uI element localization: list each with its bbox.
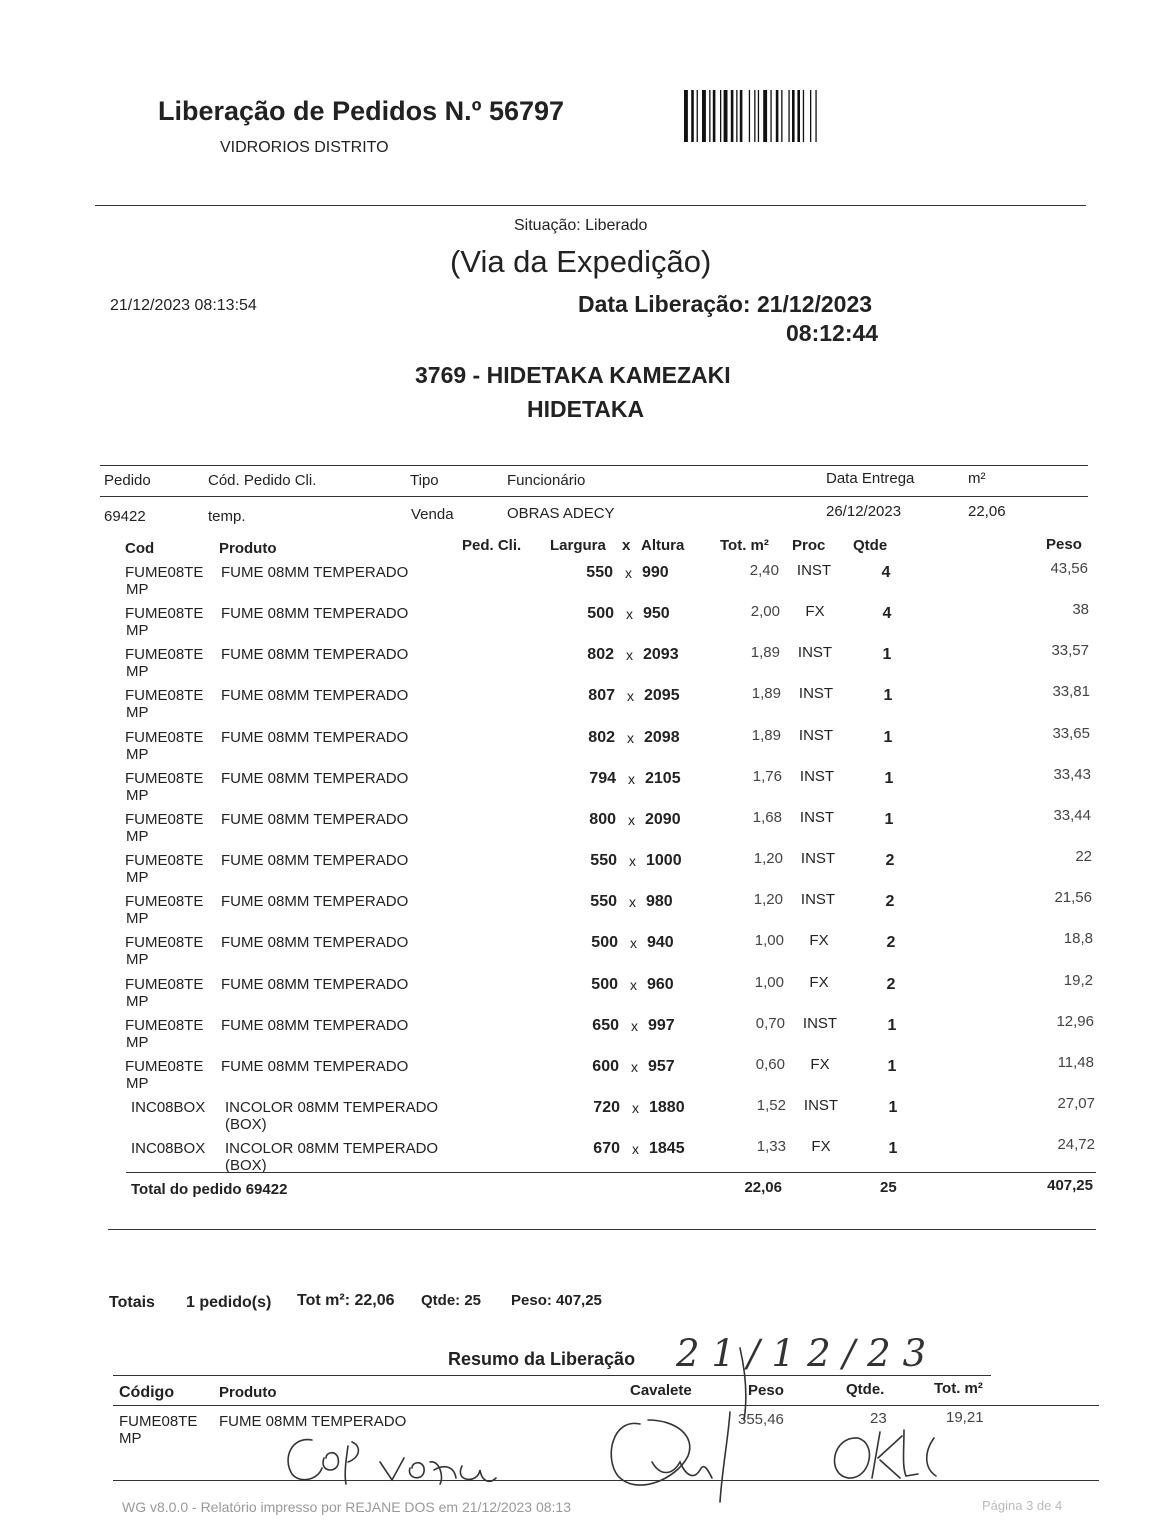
- items-col-altura: Altura: [641, 537, 685, 554]
- order-total-qtde: 25: [880, 1179, 897, 1196]
- item-peso: 33,81: [1052, 683, 1090, 700]
- item-proc: INST: [796, 562, 832, 579]
- release-time: 08:12:44: [786, 320, 879, 346]
- item-cod-line1: FUME08TE: [125, 687, 204, 704]
- item-tot-m2: 1,76: [752, 768, 782, 785]
- item-x-sign: x: [630, 935, 637, 951]
- item-x-sign: x: [632, 1100, 639, 1116]
- summary-col-tot-m2: Tot. m²: [934, 1380, 983, 1397]
- item-proc: INST: [798, 727, 834, 744]
- item-cod-line2: MP: [126, 581, 149, 598]
- item-qtde: 2: [886, 976, 896, 993]
- order-m2: 22,06: [968, 503, 1006, 520]
- item-prod-line1: FUME 08MM TEMPERADO: [221, 729, 409, 746]
- document-title: Liberação de Pedidos N.º 56797: [158, 96, 565, 126]
- item-x-sign: x: [626, 647, 633, 663]
- item-cod-line1: FUME08TE: [125, 811, 204, 828]
- item-x-sign: x: [625, 565, 632, 581]
- item-cod-line1: FUME08TE: [125, 564, 204, 581]
- item-width: 670: [593, 1140, 620, 1157]
- col-data-entrega: Data Entrega: [826, 470, 915, 487]
- item-peso: 11,48: [1057, 1054, 1094, 1071]
- item-peso: 33,44: [1053, 807, 1091, 824]
- item-width: 500: [591, 976, 618, 993]
- item-cod-line1: FUME08TE: [125, 729, 204, 746]
- item-qtde: 2: [886, 934, 896, 951]
- summary-qtde: 23: [870, 1410, 887, 1427]
- item-tot-m2: 0,70: [755, 1015, 785, 1032]
- summary-col-peso: Peso: [748, 1382, 784, 1399]
- item-prod-line1: FUME 08MM TEMPERADO: [221, 893, 409, 910]
- item-qtde: 2: [885, 893, 895, 910]
- item-qtde: 1: [883, 687, 893, 704]
- items-col-produto: Produto: [219, 540, 277, 557]
- item-width: 550: [590, 852, 617, 869]
- item-peso: 27,07: [1057, 1095, 1095, 1112]
- item-peso: 33,57: [1051, 642, 1089, 659]
- item-peso: 21,56: [1054, 889, 1092, 906]
- col-tipo: Tipo: [410, 472, 439, 489]
- summary-col-qtde: Qtde.: [846, 1381, 885, 1398]
- order-pedido: 69422: [104, 508, 146, 525]
- item-proc: INST: [803, 1097, 839, 1114]
- item-cod-line1: INC08BOX: [131, 1140, 206, 1157]
- item-qtde: 1: [887, 1058, 897, 1075]
- item-proc: FX: [811, 1138, 831, 1155]
- page-number: Página 3 de 4: [982, 1498, 1063, 1513]
- item-peso: 33,65: [1052, 725, 1090, 742]
- item-prod-line1: FUME 08MM TEMPERADO: [221, 564, 409, 581]
- item-peso: 43,56: [1050, 560, 1088, 577]
- item-proc: INST: [799, 809, 835, 826]
- item-height: 957: [648, 1058, 675, 1075]
- handwritten-date: 21/12/23: [676, 1332, 939, 1375]
- item-prod-line1: FUME 08MM TEMPERADO: [221, 811, 409, 828]
- summary-col-codigo: Código: [119, 1384, 175, 1401]
- item-prod-line1: FUME 08MM TEMPERADO: [221, 1058, 409, 1075]
- item-x-sign: x: [626, 606, 633, 622]
- items-col-qtde: Qtde: [853, 537, 888, 554]
- item-height: 990: [642, 564, 669, 581]
- item-tot-m2: 1,20: [753, 850, 783, 867]
- item-cod-line1: FUME08TE: [125, 934, 204, 951]
- item-tot-m2: 1,52: [756, 1097, 786, 1114]
- item-tot-m2: 1,89: [751, 685, 781, 702]
- item-proc: INST: [798, 685, 834, 702]
- item-x-sign: x: [628, 771, 635, 787]
- item-prod-line1: FUME 08MM TEMPERADO: [221, 1017, 409, 1034]
- item-cod-line2: MP: [126, 951, 149, 968]
- item-tot-m2: 0,60: [755, 1056, 785, 1073]
- item-cod-line2: MP: [126, 746, 149, 763]
- item-height: 2093: [643, 646, 679, 663]
- totals-m2: Tot m²: 22,06: [297, 1292, 395, 1309]
- order-total-peso: 407,25: [1047, 1177, 1093, 1194]
- company-name: VIDRORIOS DISTRITO: [220, 139, 389, 156]
- item-proc: INST: [797, 644, 833, 661]
- item-prod-line1: FUME 08MM TEMPERADO: [221, 976, 409, 993]
- order-data-entrega: 26/12/2023: [826, 503, 902, 520]
- item-cod-line1: INC08BOX: [131, 1099, 206, 1116]
- item-proc: FX: [810, 1056, 830, 1073]
- item-prod-line1: INCOLOR 08MM TEMPERADO: [225, 1140, 439, 1157]
- totals-qtde: Qtde: 25: [421, 1292, 482, 1309]
- footer-printed-by: WG v8.0.0 - Relatório impresso por REJANE DOS em 21/12/2023 08:13: [122, 1499, 571, 1515]
- item-cod-line2: MP: [126, 1075, 149, 1092]
- order-tipo: Venda: [411, 506, 454, 523]
- item-cod-line2: MP: [126, 704, 149, 721]
- printed-timestamp: 21/12/2023 08:13:54: [110, 297, 257, 314]
- item-x-sign: x: [630, 977, 637, 993]
- item-tot-m2: 1,89: [750, 644, 780, 661]
- items-col-peso: Peso: [1046, 536, 1082, 553]
- item-qtde: 2: [885, 852, 895, 869]
- item-width: 794: [589, 770, 616, 787]
- item-prod-line1: FUME 08MM TEMPERADO: [221, 687, 409, 704]
- item-tot-m2: 1,00: [754, 974, 784, 991]
- item-height: 2105: [645, 770, 681, 787]
- item-width: 800: [589, 811, 616, 828]
- item-proc: FX: [805, 603, 825, 620]
- item-qtde: 4: [882, 605, 892, 622]
- item-cod-line2: MP: [126, 663, 149, 680]
- items-col-ped-cli: Ped. Cli.: [462, 537, 522, 554]
- item-height: 1880: [649, 1099, 685, 1116]
- item-prod-line1: FUME 08MM TEMPERADO: [221, 770, 409, 787]
- item-proc: INST: [800, 850, 836, 867]
- item-peso: 18,8: [1063, 930, 1093, 947]
- item-prod-line1: FUME 08MM TEMPERADO: [221, 934, 409, 951]
- item-cod-line2: MP: [126, 828, 149, 845]
- item-height: 2090: [645, 811, 681, 828]
- col-m2: m²: [968, 470, 986, 487]
- item-peso: 12,96: [1056, 1013, 1094, 1030]
- item-tot-m2: 2,40: [749, 562, 779, 579]
- order-total-label: Total do pedido 69422: [131, 1181, 288, 1198]
- item-cod-line2: MP: [126, 869, 149, 886]
- item-height: 997: [648, 1017, 675, 1034]
- item-cod-line2: MP: [126, 1034, 149, 1051]
- item-cod-line1: FUME08TE: [125, 852, 204, 869]
- item-width: 802: [587, 646, 614, 663]
- item-proc: INST: [802, 1015, 838, 1032]
- item-cod-line2: MP: [126, 622, 149, 639]
- item-peso: 19,2: [1063, 972, 1093, 989]
- item-cod-line2: MP: [126, 787, 149, 804]
- item-qtde: 4: [881, 564, 891, 581]
- situation-label: Situação: Liberado: [514, 217, 648, 234]
- item-x-sign: x: [627, 730, 634, 746]
- client-short-name: HIDETAKA: [527, 396, 645, 422]
- item-height: 1000: [646, 852, 682, 869]
- item-prod-line1: FUME 08MM TEMPERADO: [221, 605, 409, 622]
- items-col-cod: Cod: [125, 540, 155, 557]
- item-qtde: 1: [883, 729, 893, 746]
- item-tot-m2: 1,00: [754, 932, 784, 949]
- item-qtde: 1: [882, 646, 892, 663]
- item-x-sign: x: [631, 1059, 638, 1075]
- order-cod-cli: temp.: [208, 508, 246, 525]
- item-cod-line2: MP: [126, 993, 149, 1010]
- item-x-sign: x: [632, 1141, 639, 1157]
- item-cod-line1: FUME08TE: [125, 893, 204, 910]
- item-prod-line1: INCOLOR 08MM TEMPERADO: [225, 1099, 439, 1116]
- col-cod-pedido-cli: Cód. Pedido Cli.: [208, 472, 317, 489]
- item-height: 960: [647, 976, 674, 993]
- items-col-x: x: [622, 537, 631, 554]
- items-col-proc: Proc: [792, 537, 826, 554]
- items-col-tot-m2: Tot. m²: [720, 537, 769, 554]
- item-prod-line1: FUME 08MM TEMPERADO: [221, 646, 409, 663]
- item-qtde: 1: [888, 1140, 898, 1157]
- item-proc: FX: [809, 974, 829, 991]
- item-x-sign: x: [629, 853, 636, 869]
- item-tot-m2: 1,68: [752, 809, 782, 826]
- totals-peso: Peso: 407,25: [511, 1292, 602, 1309]
- item-peso: 24,72: [1057, 1136, 1095, 1153]
- col-funcionario: Funcionário: [507, 472, 586, 489]
- totals-pedidos: 1 pedido(s): [186, 1294, 272, 1311]
- item-peso: 33,43: [1053, 766, 1091, 783]
- order-funcionario: OBRAS ADECY: [507, 505, 615, 522]
- item-width: 500: [591, 934, 618, 951]
- item-height: 980: [646, 893, 673, 910]
- summary-produto: FUME 08MM TEMPERADO: [219, 1413, 407, 1430]
- item-x-sign: x: [627, 688, 634, 704]
- item-peso: 22: [1075, 848, 1092, 865]
- item-width: 650: [592, 1017, 619, 1034]
- order-total-m2: 22,06: [744, 1179, 782, 1196]
- item-qtde: 1: [884, 770, 894, 787]
- item-prod-line2: (BOX): [225, 1116, 267, 1133]
- item-height: 2095: [644, 687, 680, 704]
- item-width: 802: [588, 729, 615, 746]
- item-x-sign: x: [631, 1018, 638, 1034]
- item-prod-line1: FUME 08MM TEMPERADO: [221, 852, 409, 869]
- item-width: 550: [590, 893, 617, 910]
- item-cod-line2: MP: [126, 910, 149, 927]
- item-cod-line1: FUME08TE: [125, 605, 204, 622]
- item-tot-m2: 1,33: [756, 1138, 786, 1155]
- item-width: 600: [592, 1058, 619, 1075]
- summary-peso: 355,46: [738, 1411, 784, 1428]
- item-cod-line1: FUME08TE: [125, 1017, 204, 1034]
- item-proc: INST: [799, 768, 835, 785]
- item-height: 950: [643, 605, 670, 622]
- item-proc: FX: [809, 932, 829, 949]
- item-height: 2098: [644, 729, 680, 746]
- item-width: 550: [586, 564, 613, 581]
- totals-label: Totais: [109, 1294, 155, 1311]
- summary-col-produto: Produto: [219, 1384, 277, 1401]
- item-height: 940: [647, 934, 674, 951]
- item-width: 807: [588, 687, 615, 704]
- summary-col-cavalete: Cavalete: [630, 1382, 692, 1399]
- summary-codigo-line1: FUME08TE: [119, 1413, 198, 1430]
- item-prod-line2: (BOX): [225, 1157, 267, 1174]
- item-width: 720: [593, 1099, 620, 1116]
- summary-title: Resumo da Liberação: [448, 1349, 636, 1369]
- item-proc: INST: [800, 891, 836, 908]
- item-qtde: 1: [884, 811, 894, 828]
- summary-codigo-line2: MP: [119, 1430, 142, 1447]
- items-col-largura: Largura: [550, 537, 606, 554]
- item-tot-m2: 2,00: [750, 603, 780, 620]
- col-pedido: Pedido: [104, 472, 151, 489]
- item-cod-line1: FUME08TE: [125, 646, 204, 663]
- item-width: 500: [587, 605, 614, 622]
- item-x-sign: x: [628, 812, 635, 828]
- item-x-sign: x: [629, 894, 636, 910]
- item-qtde: 1: [887, 1017, 897, 1034]
- item-tot-m2: 1,20: [753, 891, 783, 908]
- item-height: 1845: [649, 1140, 685, 1157]
- summary-tot-m2: 19,21: [946, 1409, 984, 1426]
- client-name: 3769 - HIDETAKA KAMEZAKI: [415, 362, 731, 388]
- item-tot-m2: 1,89: [751, 727, 781, 744]
- item-cod-line1: FUME08TE: [125, 976, 204, 993]
- item-cod-line1: FUME08TE: [125, 1058, 204, 1075]
- release-date: Data Liberação: 21/12/2023: [578, 291, 873, 317]
- item-cod-line1: FUME08TE: [125, 770, 204, 787]
- via-label: (Via da Expedição): [450, 244, 712, 279]
- item-peso: 38: [1072, 601, 1089, 618]
- item-qtde: 1: [888, 1099, 898, 1116]
